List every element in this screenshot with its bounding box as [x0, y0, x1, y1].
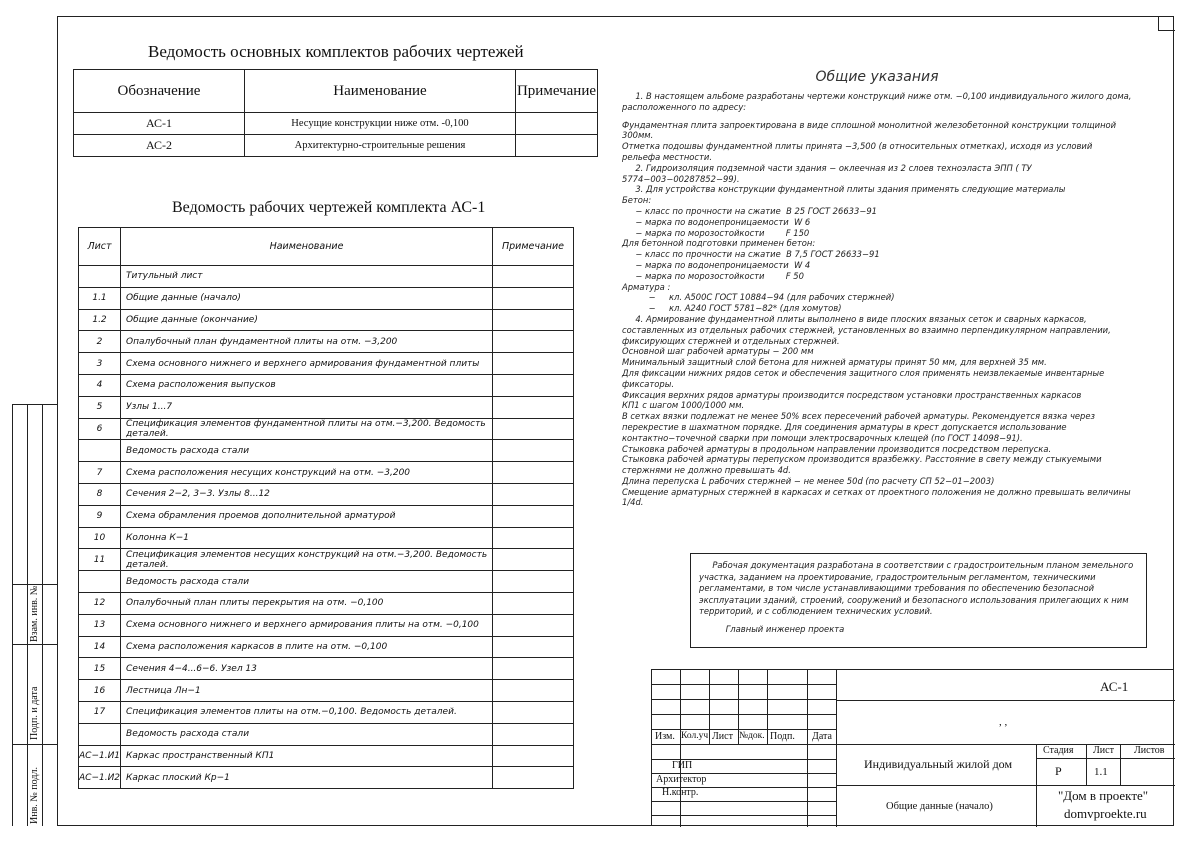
- table-row: [79, 483, 574, 505]
- stage-label: Стадия: [1043, 745, 1074, 756]
- stamp-inv-number-label: Инв. № подл.: [29, 767, 40, 824]
- row-note: [493, 374, 574, 396]
- notes-paragraph: − марка по морозостойкости F 50: [622, 270, 804, 281]
- side-stamp: [12, 404, 57, 826]
- table-row: [79, 287, 574, 309]
- row-sheet-number: 1.2: [79, 309, 121, 331]
- notes-paragraph: − кл. А240 ГОСТ 5781−82* (для хомутов): [622, 303, 842, 314]
- header-note: Примечание: [516, 70, 598, 113]
- table-row: [79, 440, 574, 462]
- table-row: [79, 549, 574, 571]
- row-name: Общие данные (окончание): [121, 309, 493, 331]
- row-note: [493, 571, 574, 593]
- notes-title: Общие указания: [815, 69, 939, 85]
- row-name: Сечения 4−4...6−6. Узел 13: [121, 658, 493, 680]
- notes-paragraph: Фиксация верхних рядов арматуры производится посредством установки пространственных каркасов: [622, 389, 1082, 400]
- notes-paragraph: КП1 с шагом 1000/1000 мм.: [622, 400, 745, 411]
- table-row: [74, 135, 598, 157]
- row-note: [493, 701, 574, 723]
- col-header-koluch: Кол.уч: [681, 731, 709, 741]
- header-name: Наименование: [121, 228, 493, 266]
- notes-paragraph: [622, 113, 1132, 120]
- row-sheet-number: 16: [79, 680, 121, 702]
- table-row: [79, 636, 574, 658]
- table-row: [79, 266, 574, 288]
- row-sheet-number: [79, 571, 121, 593]
- row-sheet-number: [79, 723, 121, 745]
- row-sheet-number: 8: [79, 483, 121, 505]
- comma-mark: , ,: [999, 716, 1008, 728]
- document-code: АС-1: [1100, 679, 1129, 694]
- table-row: [79, 527, 574, 549]
- table-row: [79, 462, 574, 484]
- row-sheet-number: 15: [79, 658, 121, 680]
- col-header-data: Дата: [812, 731, 832, 742]
- table-row: [79, 374, 574, 396]
- table-row: [79, 396, 574, 418]
- header-name: Наименование: [245, 70, 516, 113]
- table-row: [79, 309, 574, 331]
- sheets-label: Листов: [1134, 745, 1165, 756]
- notes-paragraph: В сетках вязки подлежат не менее 50% всех пересечений рабочей арматуры. Рекомендуется вязка через перекрестие в шахматном порядке. Для соединения арматуры в крест допускается использование контактно−точечной сварки при помощи электросварочных клещей (по ГОСТ 14098−91).: [622, 411, 1098, 443]
- stamp-replace-inv-label: Взам. инв. №: [29, 585, 40, 642]
- sheet-label: Лист: [1093, 745, 1114, 756]
- notes-paragraph: − класс по прочности на сжатие В 7,5 ГОСТ 26633−91: [622, 249, 880, 260]
- row-note: [493, 614, 574, 636]
- row-sheet-number: 2: [79, 331, 121, 353]
- row-note: [493, 353, 574, 375]
- row-name: Несущие конструкции ниже отм. -0,100: [245, 113, 516, 135]
- row-name: Схема обрамления проемов дополнительной арматурой: [121, 505, 493, 527]
- notes-paragraph: 2. Гидроизоляция подземной части здания − оклеечная из 2 слоев техноэласта ЭПП ( ТУ 5774−003−00287852−99).: [622, 162, 1035, 184]
- row-sheet-number: 14: [79, 636, 121, 658]
- row-sheet-number: 17: [79, 701, 121, 723]
- table-row: [79, 418, 574, 440]
- col-header-podp: Подп.: [770, 731, 795, 742]
- sheet-value: 1.1: [1094, 766, 1108, 778]
- row-sheet-number: АС−1.И1: [79, 745, 121, 767]
- org-name: "Дом в проекте": [1058, 788, 1149, 803]
- table-header-row: [74, 70, 598, 113]
- row-note: [493, 527, 574, 549]
- row-name: Схема основного нижнего и верхнего армирования плиты на отм. −0,100: [121, 614, 493, 636]
- drawings-list-table: [78, 227, 574, 789]
- table-row: [79, 571, 574, 593]
- row-sheet-number: 3: [79, 353, 121, 375]
- row-name: Общие данные (начало): [121, 287, 493, 309]
- row-note: [493, 396, 574, 418]
- row-note: [493, 745, 574, 767]
- row-note: [493, 462, 574, 484]
- header-sheet: Лист: [79, 228, 121, 266]
- row-note: [493, 592, 574, 614]
- row-name: Схема расположения выпусков: [121, 374, 493, 396]
- row-note: [493, 658, 574, 680]
- col-header-list: Лист: [712, 731, 733, 742]
- table-row: [79, 701, 574, 723]
- row-name: Узлы 1...7: [121, 396, 493, 418]
- row-name: Схема расположения несущих конструкций на отм. −3,200: [121, 462, 493, 484]
- notes-paragraph: − кл. А500С ГОСТ 10884−94 (для рабочих стержней): [622, 292, 895, 303]
- row-sheet-number: [79, 266, 121, 288]
- header-note: Примечание: [493, 228, 574, 266]
- row-name: Опалубочный план фундаментной плиты на отм. −3,200: [121, 331, 493, 353]
- row-sheet-number: 6: [79, 418, 121, 440]
- table-row: [79, 745, 574, 767]
- row-sheet-number: 1.1: [79, 287, 121, 309]
- row-note: [493, 331, 574, 353]
- notes-paragraph: Стыковка рабочей арматуры перепуском производится вразбежку. Расстояние в свету между стыкуемыми стержнями не должно превышать 4d.: [622, 454, 1105, 476]
- table-row: [79, 767, 574, 789]
- general-notes: [622, 68, 1135, 508]
- row-code: АС-2: [74, 135, 245, 157]
- stage-value: Р: [1055, 764, 1062, 778]
- col-header-ndoc: №док.: [739, 731, 765, 741]
- org-site: domvproekte.ru: [1064, 806, 1147, 821]
- col-header-izm: Изм.: [655, 731, 675, 742]
- notes-paragraph: − марка по морозостойкости F 150: [622, 227, 810, 238]
- row-name: Архитектурно-строительные решения: [245, 135, 516, 157]
- row-name: Опалубочный план плиты перекрытия на отм. −0,100: [121, 592, 493, 614]
- row-note: [493, 287, 574, 309]
- row-note: [493, 505, 574, 527]
- row-note: [493, 418, 574, 440]
- notes-paragraph: − класс по прочности на сжатие В 25 ГОСТ 26633−91: [622, 205, 877, 216]
- row-note: [516, 135, 598, 157]
- notes-paragraph: Для бетонной подготовки применен бетон:: [622, 238, 816, 249]
- statement-signer: Главный инженер проекта: [699, 623, 845, 634]
- notes-paragraph: − марка по водонепроницаемости W 4: [622, 259, 811, 270]
- row-name: Спецификация элементов фундаментной плиты на отм.−3,200. Ведомость деталей.: [121, 418, 493, 440]
- table2-title: Ведомость рабочих чертежей комплекта АС-1: [172, 199, 486, 216]
- row-name: Схема основного нижнего и верхнего армирования фундаментной плиты: [121, 353, 493, 375]
- table-row: [74, 113, 598, 135]
- row-name: Спецификация элементов плиты на отм.−0,100. Ведомость деталей.: [121, 701, 493, 723]
- statement-text: Рабочая документация разработана в соответствии с градостроительным планом земельного участка, заданием на проектирование, градостроительным регламентом, техническими регламентами, в том числе устанавливающими требования по обеспечению безопасной эксплуатации зданий, строений, сооружений и безопасного использования прилегающих к ним территорий, и с соблюдением технических условий.: [699, 560, 1136, 616]
- row-name: Ведомость расхода стали: [121, 440, 493, 462]
- row-sheet-number: 10: [79, 527, 121, 549]
- row-sheet-number: 11: [79, 549, 121, 571]
- row-name: Схема расположения каркасов в плите на отм. −0,100: [121, 636, 493, 658]
- row-name: Каркас пространственный КП1: [121, 745, 493, 767]
- notes-paragraph: Длина перепуска L рабочих стержней − не менее 50d (по расчету СП 52−01−2003): [622, 475, 995, 486]
- row-note: [493, 680, 574, 702]
- row-name: Колонна К−1: [121, 527, 493, 549]
- header-designation: Обозначение: [74, 70, 245, 113]
- notes-paragraph: Стыковка рабочей арматуры в продольном направлении производится посредством перепуска.: [622, 443, 1052, 454]
- notes-paragraph: Смещение арматурных стержней в каркасах и сетках от проектного положения не должно превышать величины 1/4d.: [622, 486, 1134, 508]
- row-code: АС-1: [74, 113, 245, 135]
- row-note: [493, 266, 574, 288]
- row-sheet-number: 9: [79, 505, 121, 527]
- notes-paragraph: − марка по водонепроницаемости W 6: [622, 216, 811, 227]
- row-note: [493, 440, 574, 462]
- row-note: [493, 483, 574, 505]
- row-sheet-number: 4: [79, 374, 121, 396]
- row-name: Ведомость расхода стали: [121, 723, 493, 745]
- role-gip: ГИП: [672, 760, 693, 771]
- title-block: [651, 669, 1174, 826]
- notes-paragraph: 1. В настоящем альбоме разработаны чертежи конструкций ниже отм. −0,100 индивидуального жилого дома, расположенного по адресу:: [622, 91, 1135, 112]
- row-sheet-number: 13: [79, 614, 121, 636]
- row-note: [516, 113, 598, 135]
- row-note: [493, 309, 574, 331]
- role-architect: Архитектор: [656, 774, 707, 785]
- project-name: Индивидуальный жилой дом: [864, 757, 1013, 771]
- row-name: Сечения 2−2, 3−3. Узлы 8...12: [121, 483, 493, 505]
- notes-paragraph: Для фиксации нижних рядов сеток и обеспечения защитного слоя применять неизвлекаемые инвентарные фиксаторы.: [622, 367, 1107, 389]
- table-row: [79, 658, 574, 680]
- notes-paragraph: Основной шаг рабочей арматуры − 200 мм: [622, 346, 814, 357]
- frame-corner-mark: [1158, 16, 1175, 31]
- notes-paragraph: Арматура :: [622, 281, 671, 292]
- row-note: [493, 767, 574, 789]
- notes-paragraph: Минимальный защитный слой бетона для нижней арматуры принят 50 мм, для верхней 35 мм.: [622, 357, 1047, 368]
- sheet-name: Общие данные (начало): [886, 801, 993, 812]
- notes-paragraph: Бетон:: [622, 195, 652, 206]
- table-row: [79, 723, 574, 745]
- table1-title: Ведомость основных комплектов рабочих чертежей: [148, 42, 524, 61]
- row-sheet-number: 12: [79, 592, 121, 614]
- row-name: Ведомость расхода стали: [121, 571, 493, 593]
- stamp-sign-date-label: Подп. и дата: [29, 686, 40, 740]
- main-sets-table: [73, 69, 598, 157]
- table-header-row: [79, 228, 574, 266]
- notes-paragraph: Фундаментная плита запроектирована в виде сплошной монолитной железобетонной конструкции толщиной 300мм.: [622, 119, 1119, 141]
- row-note: [493, 549, 574, 571]
- table-row: [79, 592, 574, 614]
- row-name: Спецификация элементов несущих конструкций на отм.−3,200. Ведомость деталей.: [121, 549, 493, 571]
- compliance-statement: [690, 553, 1147, 648]
- row-sheet-number: 7: [79, 462, 121, 484]
- row-note: [493, 723, 574, 745]
- table-row: [79, 331, 574, 353]
- table-row: [79, 505, 574, 527]
- table-row: [79, 353, 574, 375]
- row-name: Лестница Лн−1: [121, 680, 493, 702]
- row-sheet-number: [79, 440, 121, 462]
- table-row: [79, 614, 574, 636]
- row-note: [493, 636, 574, 658]
- table-row: [79, 680, 574, 702]
- notes-paragraph: 3. Для устройства конструкции фундаментной плиты здания применять следующие материалы: [622, 184, 1066, 195]
- row-sheet-number: АС−1.И2: [79, 767, 121, 789]
- notes-paragraph: Отметка подошвы фундаментной плиты принята −3,500 (в относительных отметках), исходя из условий рельефа местности.: [622, 141, 1095, 162]
- notes-paragraph: 4. Армирование фундаментной плиты выполнено в виде плоских вязаных сеток и сварных каркасов, составленных из отдельных рабочих стержней, установленных во взаимно перпендикулярном направлении, фиксирующих стержней и отдельных стержней.: [622, 313, 1114, 346]
- role-norm-control: Н.контр.: [662, 787, 699, 798]
- row-name: Титульный лист: [121, 266, 493, 288]
- row-sheet-number: 5: [79, 396, 121, 418]
- row-name: Каркас плоский Кр−1: [121, 767, 493, 789]
